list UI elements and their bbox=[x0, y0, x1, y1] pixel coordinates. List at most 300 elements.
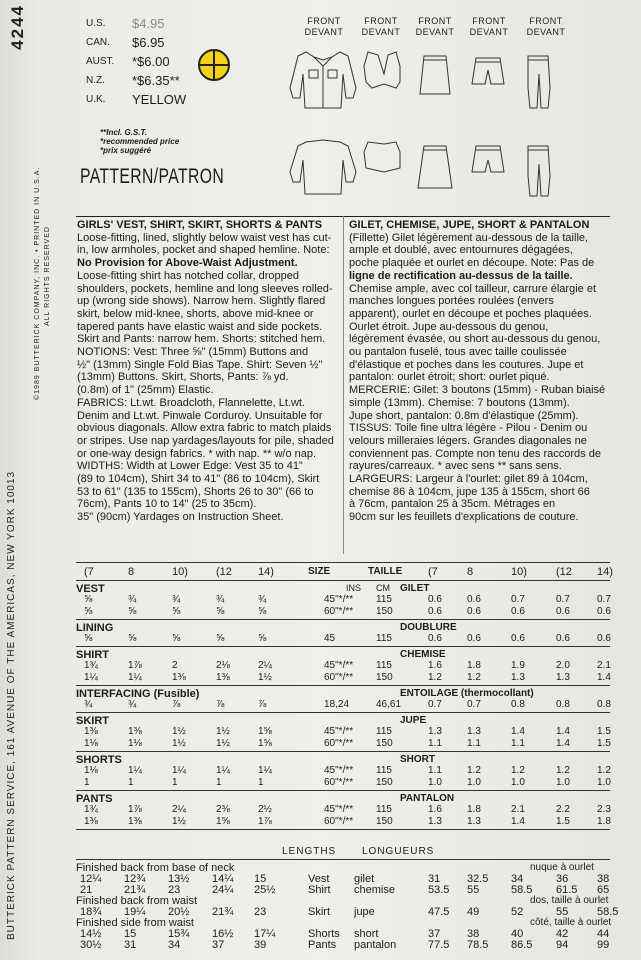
unit-cm: CM bbox=[376, 583, 390, 593]
yardage-value: ¾ bbox=[216, 594, 225, 605]
yardage-value-metric: 1.5 bbox=[597, 738, 611, 749]
yardage-value: 1 bbox=[216, 777, 222, 788]
length-value-metric: 37 bbox=[428, 928, 441, 940]
length-value: 23 bbox=[168, 884, 181, 896]
description-line: in, low armholes, pocket and shaped hemline. Note: bbox=[77, 244, 330, 257]
yardage-value-metric: 1.3 bbox=[428, 726, 442, 737]
yardage-value-metric: 1.5 bbox=[556, 816, 570, 827]
description-line: GIRLS' VEST, SHIRT, SKIRT, SHORTS & PANTS bbox=[77, 219, 323, 231]
yardage-value-metric: 1.2 bbox=[511, 765, 525, 776]
yardage-label: PANTS bbox=[76, 793, 113, 805]
yardage-value: 1¼ bbox=[258, 765, 272, 776]
yardage-value-metric: 0.7 bbox=[556, 594, 570, 605]
yardage-label: INTERFACING (Fusible) bbox=[76, 688, 200, 700]
taille-header: (12 bbox=[556, 566, 572, 578]
description-line: 76cm), Pants 10 to 14" (25 to 35cm). bbox=[77, 498, 257, 511]
price-value: $4.95 bbox=[132, 16, 165, 31]
yardage-value: 1 bbox=[84, 777, 90, 788]
description-line: 90cm sur les feuillets d'explications de couture. bbox=[349, 511, 579, 524]
description-line: (13mm) Buttons. Skirt, Shorts, Pants: ⅞ yd. bbox=[77, 371, 289, 384]
yardage-value-metric: 2.0 bbox=[556, 660, 570, 671]
yardage-value: 1¼ bbox=[128, 672, 142, 683]
description-line: simple (13mm). Chemise: 7 boutons (13mm). bbox=[349, 396, 570, 409]
yardage-label-fr: JUPE bbox=[400, 715, 427, 726]
length-value: 23 bbox=[254, 906, 267, 918]
fabric-width-cm: 115 bbox=[376, 765, 392, 776]
garment-name: Skirt bbox=[308, 906, 330, 918]
yardage-value: ⅝ bbox=[84, 594, 93, 605]
yardage-value-metric: 1.4 bbox=[597, 672, 611, 683]
yardage-label: LINING bbox=[76, 622, 114, 634]
lengths-label: LENGTHS bbox=[282, 846, 337, 857]
fabric-width-cm: 150 bbox=[376, 606, 393, 617]
yardage-label-fr: PANTALON bbox=[400, 793, 455, 804]
yardage-value-metric: 1.1 bbox=[428, 765, 442, 776]
yardage-value-metric: 1.5 bbox=[597, 726, 611, 737]
taille-header: 14) bbox=[597, 566, 613, 578]
price-value: $6.95 bbox=[132, 35, 165, 50]
yardage-label-fr: ENTOILAGE (thermocollant) bbox=[400, 688, 534, 699]
description-line: Chemise ample, avec col tailleur, carrure élargie et bbox=[349, 282, 597, 295]
fabric-width: 60"*/** bbox=[324, 777, 354, 788]
description-line: ligne de rectification au-dessus de la taille. bbox=[349, 269, 573, 282]
fabric-width-cm: 150 bbox=[376, 738, 393, 749]
yardage-value: 1⅛ bbox=[128, 738, 142, 749]
yardage-value-metric: 1.1 bbox=[428, 738, 442, 749]
yardage-value-metric: 0.6 bbox=[467, 633, 481, 644]
yardage-label: VEST bbox=[76, 583, 105, 595]
yardage-value-metric: 1.9 bbox=[511, 660, 525, 671]
yardage-label-fr: DOUBLURE bbox=[400, 622, 457, 633]
length-value: 37 bbox=[212, 939, 225, 951]
fabric-width: 45"*/** bbox=[324, 660, 354, 671]
view-label-en: FRONT bbox=[364, 16, 398, 26]
yardage-value-metric: 0.6 bbox=[428, 606, 442, 617]
yardage-label-fr: CHEMISE bbox=[400, 649, 446, 660]
yardage-value-metric: 1.3 bbox=[511, 672, 525, 683]
taille-header: 8 bbox=[467, 566, 474, 578]
price-note: *prix suggéré bbox=[100, 146, 152, 155]
lengths-rule bbox=[76, 859, 610, 860]
yardage-value-metric: 0.7 bbox=[511, 594, 525, 605]
length-value: 30½ bbox=[80, 939, 102, 951]
yardage-value-metric: 1.0 bbox=[467, 777, 481, 788]
yardage-value-metric: 1.6 bbox=[428, 660, 442, 671]
yardage-value-metric: 0.7 bbox=[467, 699, 481, 710]
garment-name-fr: jupe bbox=[354, 906, 375, 918]
yardage-value-metric: 1.0 bbox=[597, 777, 611, 788]
pattern-title: PATTERN/PATRON bbox=[80, 165, 225, 188]
table-top-rule bbox=[76, 562, 610, 563]
yardage-value: 1 bbox=[128, 777, 134, 788]
length-group-title-fr: côté, taille à ourlet bbox=[530, 917, 612, 928]
garment-name: Pants bbox=[308, 939, 337, 951]
yardage-value-metric: 1.4 bbox=[511, 816, 525, 827]
garment-name: Shirt bbox=[308, 884, 331, 896]
description-line: apparent), ourlet en découpe et poches plaquées. bbox=[349, 307, 592, 320]
yardage-value: ¾ bbox=[84, 699, 93, 710]
length-value-metric: 38 bbox=[467, 928, 480, 940]
yardage-value-metric: 0.6 bbox=[556, 606, 570, 617]
yardage-label-fr: SHORT bbox=[400, 754, 435, 765]
price-value: *$6.35** bbox=[132, 73, 180, 88]
fabric-width-cm: 115 bbox=[376, 726, 392, 737]
length-group-title-fr: nuque à ourlet bbox=[530, 862, 594, 873]
view-label-en: FRONT bbox=[472, 16, 506, 26]
fabric-width: 60"*/** bbox=[324, 738, 354, 749]
length-group-title-fr: dos, taille à ourlet bbox=[530, 895, 609, 906]
garment-name-fr: gilet bbox=[354, 873, 375, 885]
section-rule bbox=[76, 646, 610, 647]
description-line: WIDTHS: Width at Lower Edge: Vest 35 to 41" bbox=[77, 460, 303, 473]
yardage-value: 2¼ bbox=[172, 804, 186, 815]
price-value: YELLOW bbox=[132, 92, 187, 107]
description-line: TISSUS: Toile fine ultra légère - Pilou - Denim ou bbox=[349, 422, 588, 435]
yardage-value-metric: 0.6 bbox=[428, 594, 442, 605]
length-value: 17¼ bbox=[254, 928, 276, 940]
yardage-value: 2½ bbox=[258, 804, 272, 815]
size-header: 14) bbox=[258, 566, 274, 578]
yardage-value-metric: 1.0 bbox=[556, 777, 570, 788]
yardage-value: 2 bbox=[172, 660, 178, 671]
yardage-value: 1⅛ bbox=[84, 765, 98, 776]
garment-name-fr: short bbox=[354, 928, 379, 940]
garment-name-fr: chemise bbox=[354, 884, 395, 896]
length-value: 25½ bbox=[254, 884, 276, 896]
yardage-value: ⅝ bbox=[258, 633, 267, 644]
length-value: 16½ bbox=[212, 928, 234, 940]
yardage-value: 1⅜ bbox=[216, 672, 230, 683]
description-line: tapered pants have elastic waist and side pockets. bbox=[77, 320, 323, 333]
view-label-fr: DEVANT bbox=[469, 27, 509, 37]
size-header: (7 bbox=[84, 566, 94, 578]
yardage-value: 2⅜ bbox=[216, 804, 230, 815]
length-value: 21¾ bbox=[124, 884, 146, 896]
header-rule bbox=[76, 580, 610, 581]
view-label-en: FRONT bbox=[418, 16, 452, 26]
description-line: à 76cm, pantalon 25 à 35cm. Métrages en bbox=[349, 498, 556, 511]
yardage-value: 1½ bbox=[216, 726, 230, 737]
size-header: (12 bbox=[216, 566, 232, 578]
yardage-value-metric: 1.4 bbox=[556, 738, 570, 749]
section-rule bbox=[76, 619, 610, 620]
yardage-value: 1½ bbox=[172, 816, 186, 827]
description-line: ample et doublé, avec entournures dégagées, bbox=[349, 244, 573, 257]
fabric-width: 45"*/** bbox=[324, 804, 354, 815]
description-line: d'élastique et poches dans les coutures. Jupe et bbox=[349, 358, 584, 371]
taille-header: (7 bbox=[428, 566, 438, 578]
description-line: (Fillette) Gilet légèrement au-dessous de la taille, bbox=[349, 231, 589, 244]
description-line: velours milleraies légers. Grandes diagonales ne bbox=[349, 434, 587, 447]
yardage-value-metric: 1.1 bbox=[511, 738, 525, 749]
length-value-metric: 52 bbox=[511, 906, 524, 918]
yardage-value-metric: 1.3 bbox=[467, 726, 481, 737]
description-line: Jupe short, pantalon: 0.8m d'élastique (25mm). bbox=[349, 409, 579, 422]
yardage-value-metric: 1.6 bbox=[428, 804, 442, 815]
description-line: (89 to 104cm), Shirt 34 to 41" (86 to 104cm), Skirt bbox=[77, 473, 320, 486]
length-value-metric: 42 bbox=[556, 928, 569, 940]
description-line: chemise 86 à 104cm, jupe 135 à 155cm, short 66 bbox=[349, 485, 590, 498]
description-line: poche plaquée et ourlet en découpe. Note: Pas de bbox=[349, 257, 595, 270]
length-value: 21 bbox=[80, 884, 93, 896]
description-line: rayures/carreaux. * avec sens ** sans sens. bbox=[349, 460, 562, 473]
garment-name: Shorts bbox=[308, 928, 340, 940]
yardage-value-metric: 1.3 bbox=[428, 816, 442, 827]
length-value-metric: 40 bbox=[511, 928, 524, 940]
taille-header: 10) bbox=[511, 566, 527, 578]
yardage-value: 1⅝ bbox=[258, 726, 272, 737]
garment-name: Vest bbox=[308, 873, 330, 885]
yardage-value: ⅞ bbox=[258, 699, 267, 710]
yardage-value: 1⅝ bbox=[216, 816, 230, 827]
description-line: or one-way design fabrics. * with nap. ** w/o nap. bbox=[77, 447, 317, 460]
length-value-metric: 36 bbox=[556, 873, 569, 885]
length-value: 15¾ bbox=[168, 928, 190, 940]
yardage-label-fr: GILET bbox=[400, 583, 430, 594]
length-value: 13½ bbox=[168, 873, 190, 885]
unit-ins: INS bbox=[346, 583, 362, 593]
yardage-value-metric: 1.3 bbox=[467, 816, 481, 827]
description-line: Loose-fitting shirt has notched collar, dropped bbox=[77, 269, 299, 282]
yardage-value-metric: 1.0 bbox=[428, 777, 442, 788]
length-group-title: Finished side from waist bbox=[76, 917, 194, 929]
description-line: Loose-fitting, lined, slightly below waist vest has cut- bbox=[77, 231, 332, 244]
price-note: **Incl. G.S.T. bbox=[100, 128, 147, 137]
description-line: MERCERIE: Gilet: 3 boutons (15mm) - Ruban biaisé bbox=[349, 384, 606, 397]
yardage-value: 1¼ bbox=[216, 765, 230, 776]
yardage-value-metric: 1.1 bbox=[467, 738, 481, 749]
yardage-value: 1¼ bbox=[172, 765, 186, 776]
fabric-width: 45"*/** bbox=[324, 594, 354, 605]
description-line: GILET, CHEMISE, JUPE, SHORT & PANTALON bbox=[349, 219, 590, 231]
yardage-value: ¾ bbox=[128, 594, 137, 605]
length-value-metric: 61.5 bbox=[556, 884, 578, 896]
size-header: 10) bbox=[172, 566, 188, 578]
yardage-value: ⅝ bbox=[172, 606, 181, 617]
yardage-label: SKIRT bbox=[76, 715, 109, 727]
length-value: 19¼ bbox=[124, 906, 146, 918]
fabric-width: 45"*/** bbox=[324, 726, 354, 737]
taille-label: TAILLE bbox=[368, 566, 403, 577]
description-line: up (wrong side shows). Narrow hem. Slightly flared bbox=[77, 295, 326, 308]
length-value-metric: 65 bbox=[597, 884, 610, 896]
yardage-value-metric: 2.1 bbox=[597, 660, 611, 671]
description-line: (0.8m) of 1" (25mm) Elastic. bbox=[77, 384, 214, 397]
yardage-value: ⅞ bbox=[172, 699, 181, 710]
fabric-width: 60"*/** bbox=[324, 816, 354, 827]
yardage-value-metric: 1.0 bbox=[511, 777, 525, 788]
yardage-value: 2⅛ bbox=[216, 660, 230, 671]
length-value: 12¼ bbox=[80, 873, 102, 885]
yardage-value-metric: 0.8 bbox=[511, 699, 525, 710]
length-value-metric: 86.5 bbox=[511, 939, 533, 951]
yardage-value-metric: 0.7 bbox=[428, 699, 442, 710]
yardage-value-metric: 1.8 bbox=[467, 804, 481, 815]
description-line: LARGEURS: Largeur à l'ourlet: gilet 89 à 104cm, bbox=[349, 473, 588, 486]
length-value-metric: 94 bbox=[556, 939, 569, 951]
view-label-fr: DEVANT bbox=[526, 27, 566, 37]
length-value: 20½ bbox=[168, 906, 190, 918]
yardage-value: 1⅝ bbox=[258, 738, 272, 749]
length-group-title: Finished back from base of neck bbox=[76, 862, 235, 874]
length-value-metric: 49 bbox=[467, 906, 480, 918]
fabric-width-cm: 150 bbox=[376, 777, 393, 788]
yardage-value-metric: 0.6 bbox=[597, 633, 611, 644]
description-line: Denim and Lt.wt. Pinwale Corduroy. Unsuitable for bbox=[77, 409, 323, 422]
section-rule bbox=[76, 685, 610, 686]
fabric-width-cm: 46,61 bbox=[376, 699, 402, 710]
length-value: 39 bbox=[254, 939, 267, 951]
description-line: Ourlet étroit. Jupe au-dessous du genou, bbox=[349, 320, 549, 333]
length-value-metric: 31 bbox=[428, 873, 441, 885]
yardage-value: ⅞ bbox=[216, 699, 225, 710]
yardage-value-metric: 0.6 bbox=[597, 606, 611, 617]
yardage-value: 1⅜ bbox=[128, 726, 142, 737]
yardage-value-metric: 1.8 bbox=[597, 816, 611, 827]
yardage-value: 1⅞ bbox=[128, 804, 142, 815]
description-line: manches longues portées roulées (envers bbox=[349, 295, 554, 308]
yardage-value: 1⅞ bbox=[128, 660, 142, 671]
description-line: skirt, below mid-knee, shorts, above mid-knee or bbox=[77, 307, 314, 320]
fabric-width-cm: 115 bbox=[376, 633, 392, 644]
yardage-value-metric: 1.4 bbox=[556, 726, 570, 737]
fabric-width: 45 bbox=[324, 633, 336, 644]
length-value: 12¾ bbox=[124, 873, 146, 885]
section-rule bbox=[76, 790, 610, 791]
length-group-title: Finished back from waist bbox=[76, 895, 198, 907]
length-value: 21¾ bbox=[212, 906, 234, 918]
section-rule bbox=[76, 829, 610, 830]
price-region: U.S. bbox=[86, 18, 106, 29]
section-rule bbox=[76, 712, 610, 713]
length-value-metric: 58.5 bbox=[597, 906, 619, 918]
yardage-value: 1⅜ bbox=[84, 726, 98, 737]
yardage-value: 1½ bbox=[216, 738, 230, 749]
price-note: *recommended price bbox=[100, 137, 180, 146]
price-value: *$6.00 bbox=[132, 54, 170, 69]
yardage-value-metric: 1.3 bbox=[556, 672, 570, 683]
description-line: légèrement évasée, ou short au-dessous du genou, bbox=[349, 333, 601, 346]
yardage-value-metric: 0.6 bbox=[467, 606, 481, 617]
length-value-metric: 58.5 bbox=[511, 884, 533, 896]
fabric-width-cm: 150 bbox=[376, 672, 393, 683]
yardage-value: ⅝ bbox=[258, 606, 267, 617]
price-region: N.Z. bbox=[86, 75, 105, 86]
fabric-width-cm: 115 bbox=[376, 660, 392, 671]
description-line: or stripes. Use nap yardages/layouts for pile, shaded bbox=[77, 434, 334, 447]
length-value: 15 bbox=[254, 873, 267, 885]
price-region: AUST. bbox=[86, 56, 115, 67]
yardage-value: 1¼ bbox=[84, 672, 98, 683]
yardage-value-metric: 0.6 bbox=[511, 633, 525, 644]
description-french bbox=[349, 219, 611, 524]
yardage-value: ⅝ bbox=[216, 606, 225, 617]
yardage-value: 1½ bbox=[258, 672, 272, 683]
yardage-value-metric: 2.2 bbox=[556, 804, 570, 815]
yardage-value-metric: 1.2 bbox=[467, 672, 481, 683]
length-value-metric: 99 bbox=[597, 939, 610, 951]
size-label: SIZE bbox=[308, 566, 331, 577]
yardage-value: 1 bbox=[258, 777, 264, 788]
rights-line: ALL RIGHTS RESERVED bbox=[44, 226, 51, 326]
description-line: 35" (90cm) Yardages on Instruction Sheet. bbox=[77, 511, 284, 524]
length-value-metric: 38 bbox=[597, 873, 610, 885]
yardage-value-metric: 0.6 bbox=[467, 594, 481, 605]
yardage-value-metric: 1.4 bbox=[511, 726, 525, 737]
yardage-value-metric: 2.3 bbox=[597, 804, 611, 815]
length-value: 14½ bbox=[80, 928, 102, 940]
description-line: ou pantalon fuselé, tous avec taille coulissée bbox=[349, 346, 567, 359]
yardage-value: ⅝ bbox=[216, 633, 225, 644]
yardage-value: ⅝ bbox=[172, 633, 181, 644]
yardage-value: 1⅜ bbox=[84, 816, 98, 827]
yardage-value: 1½ bbox=[172, 726, 186, 737]
length-value-metric: 77.5 bbox=[428, 939, 450, 951]
yardage-value: 1⅛ bbox=[84, 738, 98, 749]
description-line: ½" (13mm) Single Fold Bias Tape. Shirt: Seven ½" bbox=[77, 358, 323, 371]
yardage-value-metric: 0.8 bbox=[556, 699, 570, 710]
length-value-metric: 44 bbox=[597, 928, 610, 940]
yardage-value-metric: 0.8 bbox=[597, 699, 611, 710]
yardage-value: 1¼ bbox=[128, 765, 142, 776]
yardage-value-metric: 2.1 bbox=[511, 804, 525, 815]
yardage-value: 1¾ bbox=[84, 660, 98, 671]
description-line: conviennent pas. Compte non tenu des raccords de bbox=[349, 447, 601, 460]
fabric-width: 45"*/** bbox=[324, 765, 354, 776]
fabric-width: 60"*/** bbox=[324, 606, 354, 617]
yardage-value: ⅝ bbox=[128, 606, 137, 617]
fabric-width-cm: 150 bbox=[376, 816, 393, 827]
yardage-value: ⅝ bbox=[128, 633, 137, 644]
length-value-metric: 53.5 bbox=[428, 884, 450, 896]
yardage-value: ¾ bbox=[258, 594, 267, 605]
length-value: 24¼ bbox=[212, 884, 234, 896]
description-line: shoulders, pockets, hemline and long sleeves rolled- bbox=[77, 282, 333, 295]
yardage-value: ¾ bbox=[128, 699, 137, 710]
yardage-value-metric: 0.6 bbox=[428, 633, 442, 644]
yardage-value: 1 bbox=[172, 777, 178, 788]
pattern-number: 4244 bbox=[8, 4, 27, 50]
yardage-value-metric: 1.8 bbox=[467, 660, 481, 671]
yardage-label: SHIRT bbox=[76, 649, 109, 661]
length-value-metric: 55 bbox=[467, 884, 480, 896]
column-divider bbox=[343, 216, 344, 554]
view-label-en: FRONT bbox=[529, 16, 563, 26]
length-value-metric: 55 bbox=[556, 906, 569, 918]
description-line: FABRICS: Lt.wt. Broadcloth, Flannelette, Lt.wt. bbox=[77, 396, 306, 409]
description-line: 53 to 61" (135 to 155cm), Shorts 26 to 30" (66 to bbox=[77, 485, 314, 498]
yardage-value: ¾ bbox=[172, 594, 181, 605]
length-value: 34 bbox=[168, 939, 181, 951]
yardage-value: 2¼ bbox=[258, 660, 272, 671]
yardage-value: 1⅜ bbox=[172, 672, 186, 683]
description-line: Skirt and Pants: narrow hem. Shorts: stitched hem. bbox=[77, 333, 326, 346]
yardage-value-metric: 0.7 bbox=[597, 594, 611, 605]
size-header: 8 bbox=[128, 566, 135, 578]
company-address: BUTTERICK PATTERN SERVICE, 161 AVENUE OF THE AMERICAS, NEW YORK 10013 bbox=[6, 470, 17, 940]
yardage-value-metric: 1.2 bbox=[556, 765, 570, 776]
length-value-metric: 47.5 bbox=[428, 906, 450, 918]
yardage-value: ⅝ bbox=[84, 606, 93, 617]
description-english bbox=[77, 219, 339, 524]
length-value: 18¾ bbox=[80, 906, 102, 918]
yardage-value: 1⅜ bbox=[128, 816, 142, 827]
length-value: 31 bbox=[124, 939, 137, 951]
longueurs-label: LONGUEURS bbox=[362, 846, 435, 857]
yardage-value: 1⅞ bbox=[258, 816, 272, 827]
yardage-label: SHORTS bbox=[76, 754, 122, 766]
section-rule bbox=[76, 751, 610, 752]
